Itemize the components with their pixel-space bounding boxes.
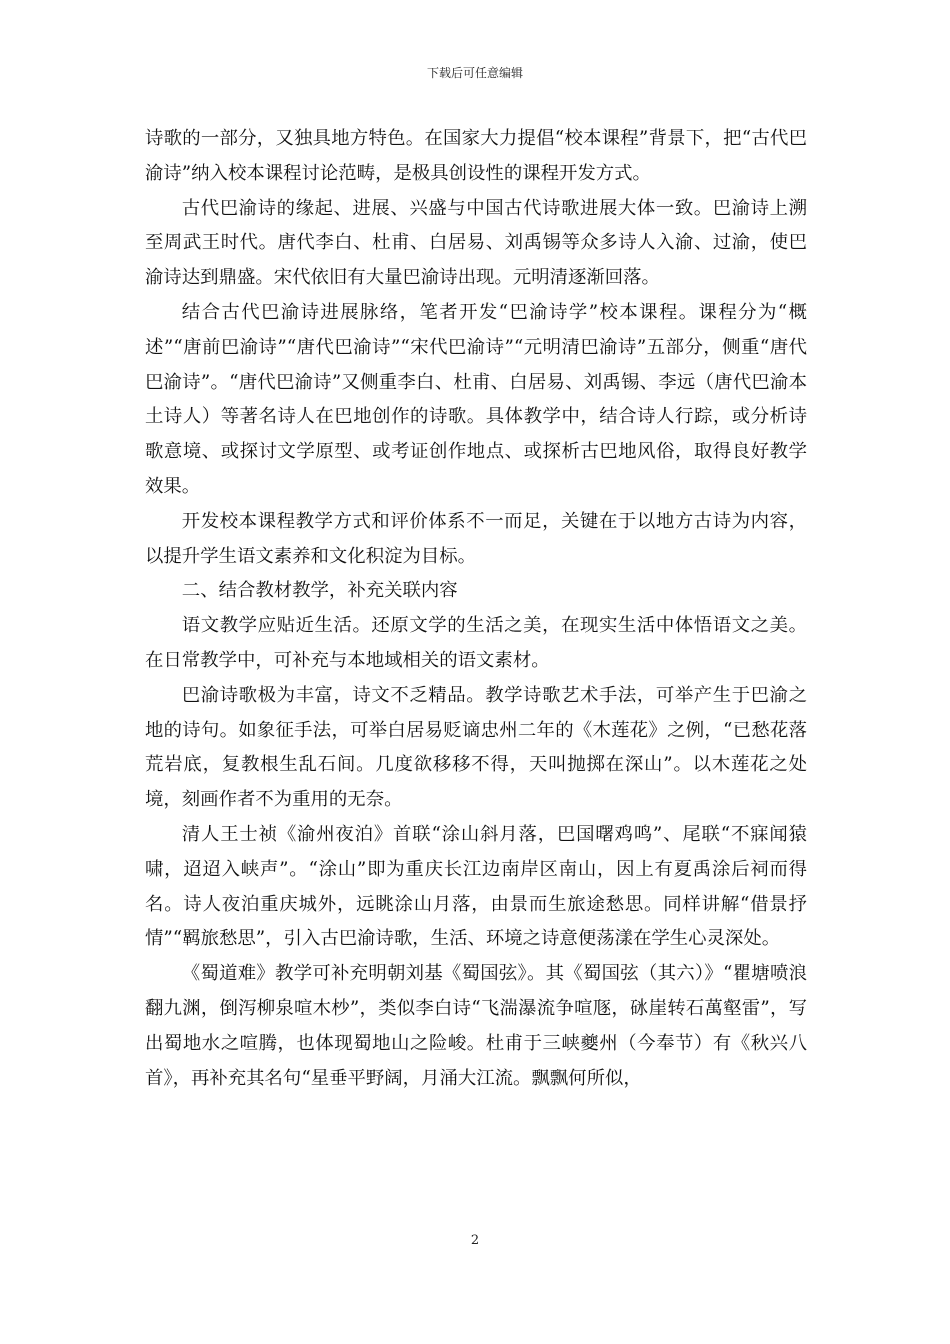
- paragraph-continuation: 诗歌的一部分，又独具地方特色。在国家大力提倡“校本课程”背景下，把“古代巴渝诗”纳入校本课程讨论范畴，是极具创设性的课程开发方式。: [145, 128, 807, 184]
- document-body: [145, 122, 807, 1096]
- paragraph: 古代巴渝诗的缘起、进展、兴盛与中国古代诗歌进展大体一致。巴渝诗上溯至周武王时代。唐代李白、杜甫、白居易、刘禹锡等众多诗人入渝、过渝，使巴渝诗达到鼎盛。宋代依旧有大量巴渝诗出现。元明清逐渐回落。: [145, 197, 807, 289]
- paragraph: 《蜀道难》教学可补充明朝刘基《蜀国弦》。其《蜀国弦（其六）》“瞿塘喷浪翻九渊，倒泻柳泉喧木杪”，类似李白诗“飞湍瀑流争喧豗，砯崖转石萬壑雷”，写出蜀地水之喧腾，也体现蜀地山之险峻。杜甫于三峡夔州（今奉节）有《秋兴八首》，再补充其名句“星垂平野阔，月涌大江流。飘飘何所似，: [145, 963, 807, 1089]
- page-number: 2: [470, 1233, 480, 1248]
- paragraph: 语文教学应贴近生活。还原文学的生活之美，在现实生活中体悟语文之美。在日常教学中，可补充与本地域相关的语文素材。: [145, 615, 807, 671]
- paragraph: 巴渝诗歌极为丰富，诗文不乏精品。教学诗歌艺术手法，可举产生于巴渝之地的诗句。如象征手法，可举白居易贬谪忠州二年的《木莲花》之例，“已愁花落荒岩底，复教根生乱石间。几度欲移移不得，天叫抛掷在深山”。以木莲花之处境，刻画作者不为重用的无奈。: [145, 684, 807, 811]
- section-heading: 二、结合教材教学，补充关联内容: [181, 580, 458, 602]
- paragraph: 结合古代巴渝诗进展脉络，笔者开发“巴渝诗学”校本课程。课程分为“概述”“唐前巴渝诗”“唐代巴渝诗”“宋代巴渝诗”“元明清巴渝诗”五部分，侧重“唐代巴渝诗”。“唐代巴渝诗”又侧重李白、杜甫、白居易、刘禹锡、李远（唐代巴渝本土诗人）等著名诗人在巴地创作的诗歌。具体教学中，结合诗人行踪，或分析诗歌意境、或探讨文学原型、或考证创作地点、或探析古巴地风俗，取得良好教学效果。: [145, 301, 807, 497]
- paragraph: 开发校本课程教学方式和评价体系不一而足，关键在于以地方古诗为内容，以提升学生语文素养和文化积淀为目标。: [145, 510, 807, 567]
- page-header: 下载后可任意编辑: [426, 66, 523, 80]
- paragraph: 清人王士祯《渝州夜泊》首联“涂山斜月落，巴国曙鸡鸣”、尾联“不寐闻猿啸，迢迢入峡声”。“涂山”即为重庆长江边南岸区南山，因上有夏禹涂后祠而得名。诗人夜泊重庆城外，远眺涂山月落，由景而生旅途愁思。同样讲解“借景抒情”“羁旅愁思”，引入古巴渝诗歌，生活、环境之诗意便荡漾在学生心灵深处。: [145, 823, 807, 950]
